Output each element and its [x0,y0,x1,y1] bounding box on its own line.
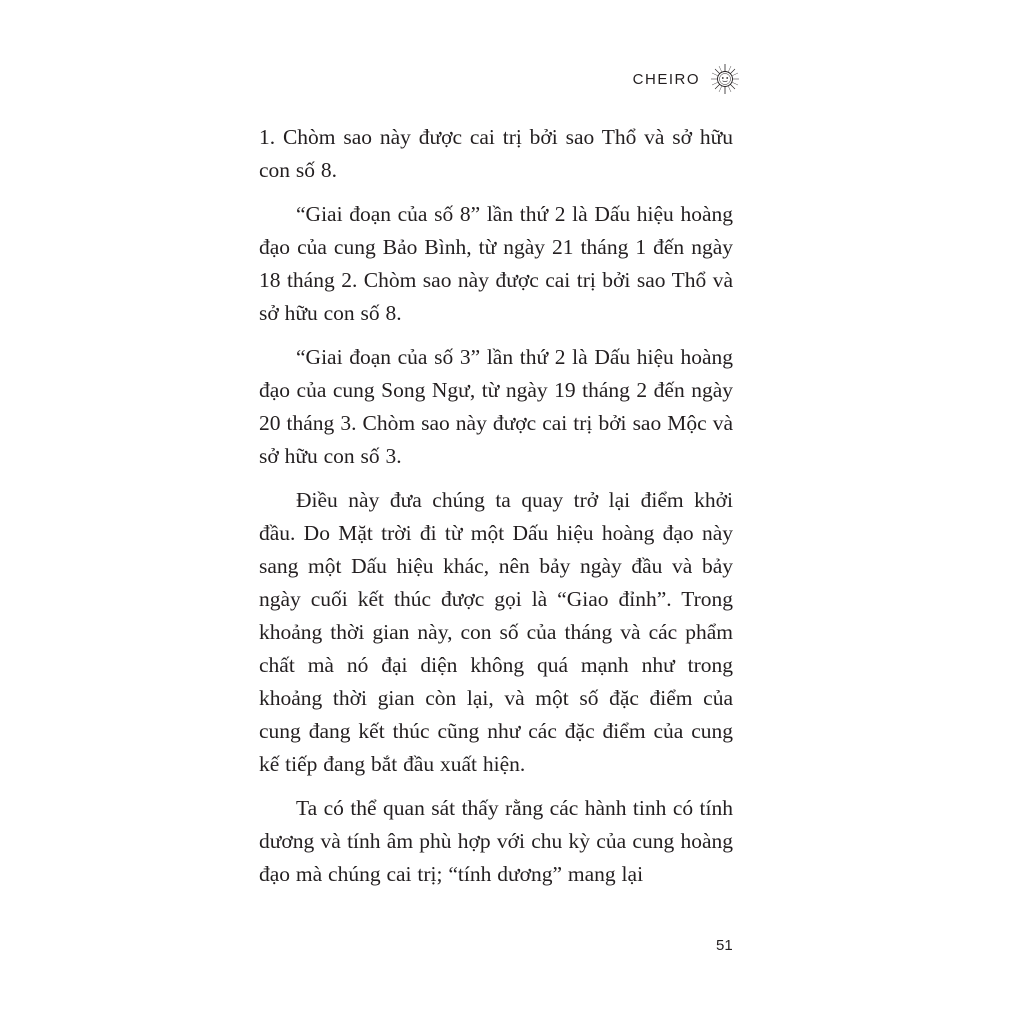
paragraph: 1. Chòm sao này được cai trị bởi sao Thổ và sở hữu con số 8. [259,125,733,182]
paragraph: Ta có thể quan sát thấy rằng các hành tinh có tính dương và tính âm phù hợp với chu kỳ của cung hoàng đạo mà chúng cai trị; “tính dương” mang lại [259,796,733,886]
page-header [633,64,740,94]
paragraph: “Giai đoạn của số 8” lần thứ 2 là Dấu hiệu hoàng đạo của cung Bảo Bình, từ ngày 21 tháng 1 đến ngày 18 tháng 2. Chòm sao này được cai trị bởi sao Thổ và sở hữu con số 8. [259,202,733,325]
body-text [259,121,733,902]
sun-ornament-icon [710,64,740,94]
paragraph: “Giai đoạn của số 3” lần thứ 2 là Dấu hiệu hoàng đạo của cung Song Ngư, từ ngày 19 tháng 2 đến ngày 20 tháng 3. Chòm sao này được cai trị bởi sao Mộc và sở hữu con số 3. [259,345,733,468]
paragraph: Điều này đưa chúng ta quay trở lại điểm khởi đầu. Do Mặt trời đi từ một Dấu hiệu hoàng đạo này sang một Dấu hiệu khác, nên bảy ngày đầu và bảy ngày cuối kết thúc được gọi là “Giao đỉnh”. Trong khoảng thời gian này, con số của tháng và các phẩm chất mà nó đại diện không quá mạnh như trong khoảng thời gian còn lại, và một số đặc điểm của cung đang kết thúc cũng như các đặc điểm của cung kế tiếp đang bắt đầu xuất hiện. [259,488,733,776]
running-head: CHEIRO [632,70,700,88]
page-number: 51 [716,937,733,954]
